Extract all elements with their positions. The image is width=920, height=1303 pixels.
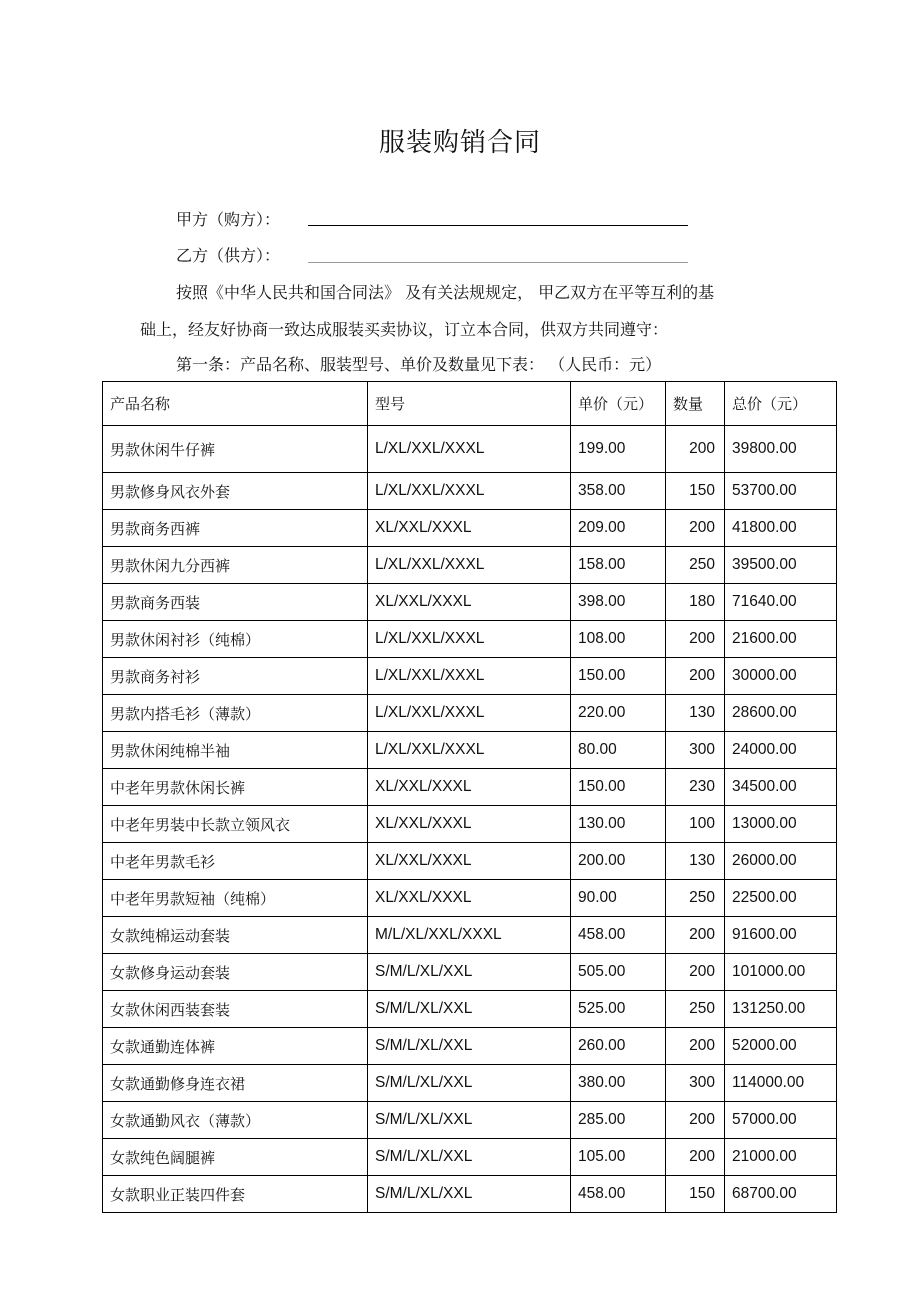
- model-cell: XL/XXL/XXXL: [368, 843, 571, 880]
- model-cell: XL/XXL/XXXL: [368, 806, 571, 843]
- quantity-cell: 150: [666, 473, 725, 510]
- table-row: [103, 426, 837, 473]
- table-row: [103, 843, 837, 880]
- product-name-cell: 男款商务西装: [103, 584, 368, 621]
- model-cell: S/M/L/XL/XXL: [368, 1065, 571, 1102]
- unit-price-cell: 458.00: [571, 1176, 666, 1213]
- product-name-cell: 中老年男装中长款立领风衣: [103, 806, 368, 843]
- quantity-cell: 200: [666, 1139, 725, 1176]
- quantity-cell: 130: [666, 843, 725, 880]
- quantity-cell: 100: [666, 806, 725, 843]
- header-total-price: 总价（元）: [725, 382, 837, 426]
- product-name-cell: 男款休闲纯棉半袖: [103, 732, 368, 769]
- model-cell: M/L/XL/XXL/XXXL: [368, 917, 571, 954]
- total-price-cell: 39500.00: [725, 547, 837, 584]
- unit-price-cell: 80.00: [571, 732, 666, 769]
- quantity-cell: 250: [666, 547, 725, 584]
- quantity-cell: 230: [666, 769, 725, 806]
- table-row: [103, 473, 837, 510]
- intro-paragraph-line-2: 础上，经友好协商一致达成服装买卖协议，订立本合同，供双方共同遵守：: [140, 320, 669, 339]
- unit-price-cell: 220.00: [571, 695, 666, 732]
- quantity-cell: 200: [666, 658, 725, 695]
- total-price-cell: 24000.00: [725, 732, 837, 769]
- unit-price-cell: 260.00: [571, 1028, 666, 1065]
- model-cell: L/XL/XXL/XXXL: [368, 732, 571, 769]
- model-cell: S/M/L/XL/XXL: [368, 954, 571, 991]
- table-row: [103, 917, 837, 954]
- total-price-cell: 21000.00: [725, 1139, 837, 1176]
- table-row: [103, 954, 837, 991]
- product-name-cell: 女款修身运动套装: [103, 954, 368, 991]
- table-row: [103, 547, 837, 584]
- model-cell: XL/XXL/XXXL: [368, 880, 571, 917]
- table-row: [103, 695, 837, 732]
- quantity-cell: 250: [666, 880, 725, 917]
- model-cell: S/M/L/XL/XXL: [368, 991, 571, 1028]
- unit-price-cell: 108.00: [571, 621, 666, 658]
- table-row: [103, 658, 837, 695]
- total-price-cell: 101000.00: [725, 954, 837, 991]
- unit-price-cell: 458.00: [571, 917, 666, 954]
- unit-price-cell: 525.00: [571, 991, 666, 1028]
- model-cell: XL/XXL/XXXL: [368, 510, 571, 547]
- total-price-cell: 114000.00: [725, 1065, 837, 1102]
- product-name-cell: 男款休闲衬衫（纯棉）: [103, 621, 368, 658]
- unit-price-cell: 150.00: [571, 658, 666, 695]
- quantity-cell: 250: [666, 991, 725, 1028]
- table-row: [103, 621, 837, 658]
- model-cell: L/XL/XXL/XXXL: [368, 473, 571, 510]
- model-cell: L/XL/XXL/XXXL: [368, 658, 571, 695]
- quantity-cell: 200: [666, 1028, 725, 1065]
- total-price-cell: 28600.00: [725, 695, 837, 732]
- total-price-cell: 13000.00: [725, 806, 837, 843]
- table-row: [103, 1176, 837, 1213]
- unit-price-cell: 380.00: [571, 1065, 666, 1102]
- unit-price-cell: 358.00: [571, 473, 666, 510]
- unit-price-cell: 158.00: [571, 547, 666, 584]
- intro-paragraph-line-1: 按照《中华人民共和国合同法》 及有关法规规定， 甲乙双方在平等互利的基: [176, 283, 715, 302]
- unit-price-cell: 105.00: [571, 1139, 666, 1176]
- table-row: [103, 1065, 837, 1102]
- total-price-cell: 26000.00: [725, 843, 837, 880]
- table-row: [103, 1139, 837, 1176]
- product-name-cell: 男款内搭毛衫（薄款）: [103, 695, 368, 732]
- total-price-cell: 30000.00: [725, 658, 837, 695]
- unit-price-cell: 200.00: [571, 843, 666, 880]
- model-cell: L/XL/XXL/XXXL: [368, 426, 571, 473]
- product-table: [102, 381, 837, 1213]
- table-row: [103, 732, 837, 769]
- table-header-row: [103, 382, 837, 426]
- total-price-cell: 41800.00: [725, 510, 837, 547]
- party-b-label: 乙方（供方）：: [176, 246, 281, 265]
- product-name-cell: 中老年男款短袖（纯棉）: [103, 880, 368, 917]
- unit-price-cell: 505.00: [571, 954, 666, 991]
- product-name-cell: 男款休闲九分西裤: [103, 547, 368, 584]
- quantity-cell: 180: [666, 584, 725, 621]
- table-row: [103, 1102, 837, 1139]
- total-price-cell: 68700.00: [725, 1176, 837, 1213]
- total-price-cell: 91600.00: [725, 917, 837, 954]
- header-quantity: 数量: [666, 382, 725, 426]
- table-row: [103, 991, 837, 1028]
- quantity-cell: 200: [666, 1102, 725, 1139]
- model-cell: S/M/L/XL/XXL: [368, 1176, 571, 1213]
- quantity-cell: 200: [666, 621, 725, 658]
- product-name-cell: 男款商务西裤: [103, 510, 368, 547]
- product-name-cell: 女款纯棉运动套装: [103, 917, 368, 954]
- unit-price-cell: 90.00: [571, 880, 666, 917]
- unit-price-cell: 199.00: [571, 426, 666, 473]
- product-name-cell: 女款纯色阔腿裤: [103, 1139, 368, 1176]
- total-price-cell: 39800.00: [725, 426, 837, 473]
- table-row: [103, 584, 837, 621]
- party-a-label: 甲方（购方）：: [176, 210, 281, 229]
- unit-price-cell: 285.00: [571, 1102, 666, 1139]
- product-name-cell: 男款修身风衣外套: [103, 473, 368, 510]
- party-b-blank-line[interactable]: [308, 262, 688, 263]
- model-cell: XL/XXL/XXXL: [368, 769, 571, 806]
- product-name-cell: 中老年男款休闲长裤: [103, 769, 368, 806]
- quantity-cell: 200: [666, 954, 725, 991]
- model-cell: L/XL/XXL/XXXL: [368, 621, 571, 658]
- header-product-name: 产品名称: [103, 382, 368, 426]
- unit-price-cell: 398.00: [571, 584, 666, 621]
- product-name-cell: 女款通勤连体裤: [103, 1028, 368, 1065]
- total-price-cell: 53700.00: [725, 473, 837, 510]
- unit-price-cell: 150.00: [571, 769, 666, 806]
- product-name-cell: 中老年男款毛衫: [103, 843, 368, 880]
- total-price-cell: 22500.00: [725, 880, 837, 917]
- quantity-cell: 300: [666, 1065, 725, 1102]
- quantity-cell: 200: [666, 917, 725, 954]
- header-model: 型号: [368, 382, 571, 426]
- table-row: [103, 880, 837, 917]
- quantity-cell: 150: [666, 1176, 725, 1213]
- model-cell: L/XL/XXL/XXXL: [368, 547, 571, 584]
- unit-price-cell: 209.00: [571, 510, 666, 547]
- party-b-row: [176, 243, 306, 266]
- quantity-cell: 130: [666, 695, 725, 732]
- model-cell: S/M/L/XL/XXL: [368, 1102, 571, 1139]
- table-row: [103, 510, 837, 547]
- product-name-cell: 男款商务衬衫: [103, 658, 368, 695]
- total-price-cell: 21600.00: [725, 621, 837, 658]
- product-name-cell: 男款休闲牛仔裤: [103, 426, 368, 473]
- total-price-cell: 57000.00: [725, 1102, 837, 1139]
- document-title: 服装购销合同: [378, 128, 541, 158]
- total-price-cell: 131250.00: [725, 991, 837, 1028]
- model-cell: S/M/L/XL/XXL: [368, 1028, 571, 1065]
- party-a-blank-line[interactable]: [308, 225, 688, 226]
- model-cell: S/M/L/XL/XXL: [368, 1139, 571, 1176]
- model-cell: XL/XXL/XXXL: [368, 584, 571, 621]
- model-cell: L/XL/XXL/XXXL: [368, 695, 571, 732]
- total-price-cell: 71640.00: [725, 584, 837, 621]
- product-name-cell: 女款休闲西装套装: [103, 991, 368, 1028]
- unit-price-cell: 130.00: [571, 806, 666, 843]
- header-unit-price: 单价（元）: [571, 382, 666, 426]
- table-row: [103, 769, 837, 806]
- quantity-cell: 200: [666, 426, 725, 473]
- quantity-cell: 200: [666, 510, 725, 547]
- product-name-cell: 女款职业正装四件套: [103, 1176, 368, 1213]
- product-name-cell: 女款通勤修身连衣裙: [103, 1065, 368, 1102]
- total-price-cell: 52000.00: [725, 1028, 837, 1065]
- table-row: [103, 1028, 837, 1065]
- party-a-row: [176, 207, 306, 230]
- table-row: [103, 806, 837, 843]
- article-1-heading: 第一条：产品名称、服装型号、单价及数量见下表： （人民币：元）: [176, 355, 662, 374]
- total-price-cell: 34500.00: [725, 769, 837, 806]
- product-name-cell: 女款通勤风衣（薄款）: [103, 1102, 368, 1139]
- quantity-cell: 300: [666, 732, 725, 769]
